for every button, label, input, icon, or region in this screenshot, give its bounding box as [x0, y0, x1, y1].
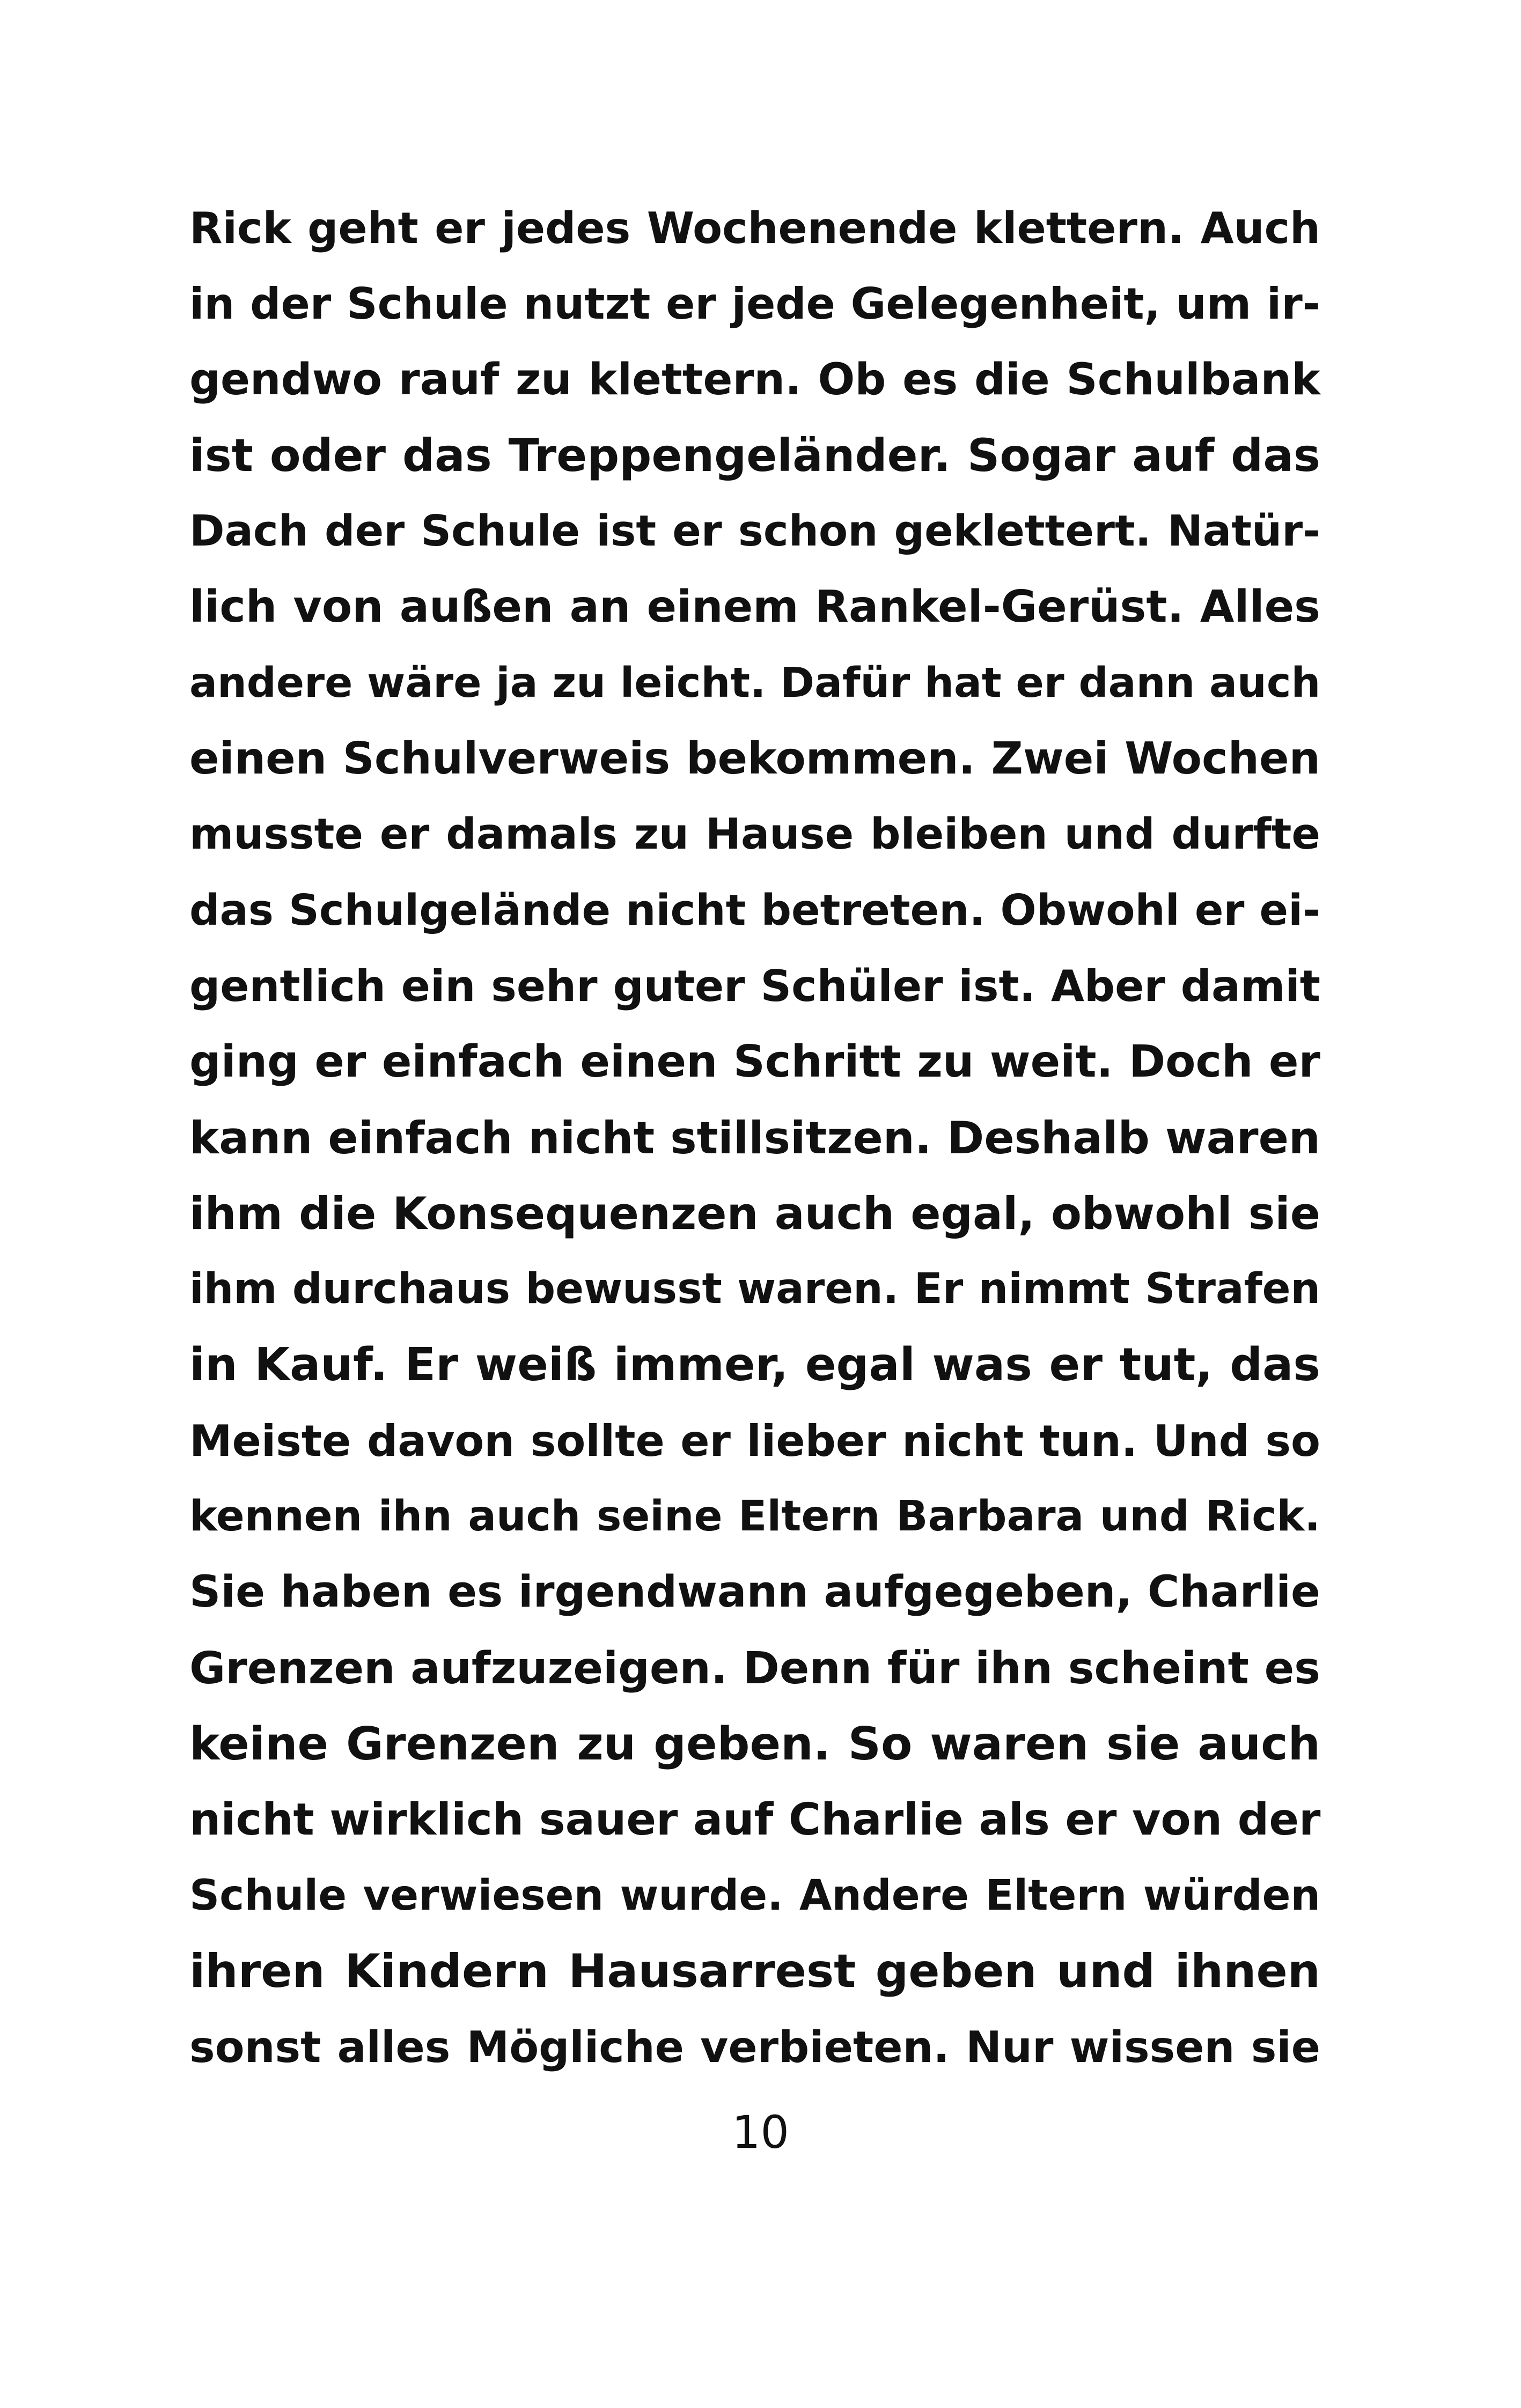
text-line: lich von außen an einem Rankel-Gerüst. Alles: [189, 581, 1320, 633]
text-line: Schule verwiesen wurde. Andere Eltern würden: [189, 1871, 1320, 1920]
text-line: ist oder das Treppengeländer. Sogar auf das: [189, 429, 1320, 482]
text-line: kann einfach nicht stillsitzen. Deshalb waren: [189, 1111, 1320, 1164]
text-line: ihm die Konsequenzen auch egal, obwohl sie: [189, 1187, 1320, 1240]
text-line: in der Schule nutzt er jede Gelegenheit, um ir-: [189, 279, 1320, 329]
page-number: 10: [732, 2106, 789, 2159]
text-line: Meiste davon sollte er lieber nicht tun. Und so: [189, 1416, 1320, 1466]
text-line: nicht wirklich sauer auf Charlie als er von der: [189, 1794, 1321, 1846]
text-line: sonst alles Mögliche verbieten. Nur wissen sie: [189, 2022, 1320, 2073]
body-text: [189, 190, 1320, 2085]
text-line: ihren Kindern Hausarrest geben und ihnen: [189, 1944, 1320, 1998]
text-line: einen Schulverweis bekommen. Zwei Wochen: [189, 733, 1320, 785]
text-line: andere wäre ja zu leicht. Dafür hat er dann auch: [189, 659, 1321, 707]
text-line: musste er damals zu Hause bleiben und durfte: [189, 809, 1320, 859]
text-line: in Kauf. Er weiß immer, egal was er tut, das: [189, 1338, 1320, 1392]
text-line: ging er einfach einen Schritt zu weit. Doch er: [189, 1036, 1320, 1088]
text-line: das Schulgelände nicht betreten. Obwohl er ei-: [189, 885, 1320, 935]
text-line: gentlich ein sehr guter Schüler ist. Aber damit: [189, 961, 1320, 1011]
text-line: keine Grenzen zu geben. So waren sie auch: [189, 1717, 1320, 1771]
text-line: kennen ihn auch seine Eltern Barbara und Rick.: [189, 1492, 1320, 1541]
text-line: Grenzen aufzuzeigen. Denn für ihn scheint es: [189, 1643, 1320, 1694]
text-line: Rick geht er jedes Wochenende klettern. Auch: [189, 203, 1320, 253]
text-line: Dach der Schule ist er schon geklettert. Natür-: [189, 506, 1320, 556]
text-line: ihm durchaus bewusst waren. Er nimmt Strafen: [189, 1265, 1320, 1314]
text-line: Sie haben es irgendwann aufgegeben, Charlie: [189, 1567, 1320, 1618]
text-line: gendwo rauf zu klettern. Ob es die Schulbank: [189, 354, 1320, 405]
